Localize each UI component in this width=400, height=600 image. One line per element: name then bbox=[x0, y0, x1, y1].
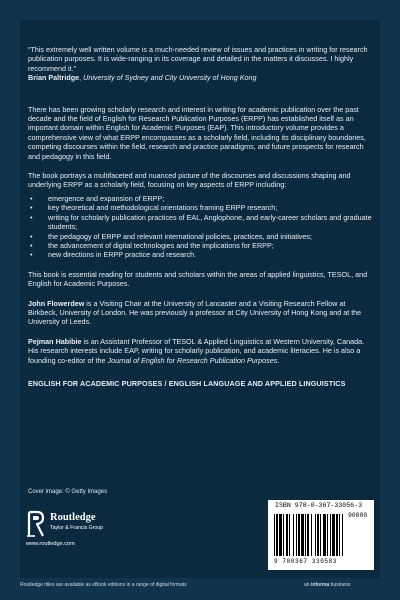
cover-content bbox=[28, 45, 373, 388]
list-item: • the pedagogy of ERPP and relevant international policies, practices, and initiatives; bbox=[30, 231, 312, 241]
author-bio-habibie: Pejman Habibie is an Assistant Professor of TESOL & Applied Linguistics at Western University, Canada. His research interests include EAP, writing for scholarly publication, and academic literacies. He is also a founding co-editor of the Journal of English for Research Publication Purposes. bbox=[28, 336, 365, 365]
publisher-name: Routledge bbox=[50, 512, 96, 523]
barcode-label bbox=[268, 500, 374, 570]
bullet-icon: • bbox=[30, 212, 33, 222]
routledge-r-icon bbox=[26, 510, 46, 538]
essential-paragraph: This book is essential reading for students and scholars within the areas of applied linguistics, TESOL, and English for Academic Purposes. bbox=[28, 269, 368, 289]
endorser-name: Brian Paltridge bbox=[28, 73, 80, 83]
list-item: • new directions in ERPP practice and research. bbox=[30, 250, 197, 260]
journal-title: Journal of English for Research Publication Purposes bbox=[107, 355, 278, 365]
bullet-icon: • bbox=[30, 203, 33, 213]
list-item: • key theoretical and methodological orientations framing ERPP research; bbox=[30, 203, 278, 213]
bullet-icon: • bbox=[30, 231, 33, 241]
publisher-website: www.routledge.com bbox=[26, 541, 75, 547]
bullet-icon: • bbox=[30, 250, 33, 260]
barcode-number: 9 780367 330583 bbox=[274, 558, 338, 565]
price-code: 90000 bbox=[348, 512, 368, 519]
key-aspects-list bbox=[28, 194, 373, 260]
author-name: Pejman Habibie bbox=[28, 336, 82, 346]
bullet-icon: • bbox=[30, 240, 33, 250]
portrays-paragraph: The book portrays a multifaceted and nuanced picture of the discourses and discussions shaping and underlying ERPP as a scholarly field, focusing on key aspects of ERPP including: bbox=[28, 171, 351, 190]
list-item: • the advancement of digital technologies and the implications for ERPP; bbox=[30, 240, 274, 250]
list-item: • writing for scholarly publication practices of EAL, Anglophone, and early-career scholars and graduate students; bbox=[30, 212, 372, 232]
list-item: • emergence and expansion of ERPP; bbox=[30, 193, 165, 203]
intro-paragraph: There has been growing scholarly research and interest in writing for academic publication over the past decade and the field of English for Research Publication Purposes (ERPP) has established itself as an important domain within English for Academic Purposes (EAP). This introductory volume provides a comprehensive view of what ERPP encompasses as a scholarly field, including its disciplinary boundaries, competing discourses within the field, research and practice paradigms, and future prospects for research and pedagogy in this field. bbox=[28, 104, 366, 161]
barcode-icon bbox=[274, 514, 368, 558]
publisher-group: Taylor & Francis Group bbox=[50, 525, 104, 531]
bullet-icon: • bbox=[30, 193, 33, 203]
informa-tagline: an informa business bbox=[304, 582, 351, 588]
endorser-affiliation: University of Sydney and City University of Hong Kong bbox=[83, 73, 257, 83]
subject-categories: ENGLISH FOR ACADEMIC PURPOSES / ENGLISH LANGUAGE AND APPLIED LINGUISTICS bbox=[28, 378, 346, 388]
isbn-text: ISBN 978-0-367-33056-3 bbox=[275, 502, 363, 509]
author-name: John Flowerdew bbox=[28, 298, 85, 308]
author-bio-flowerdew: John Flowerdew is a Visiting Chair at the University of Lancaster and a Visiting Research Fellow at Birkbeck, University of London. He was previously a professor at City University of Hong Kong and at the University of Leeds. bbox=[28, 298, 362, 327]
endorsement-quote: “This extremely well written volume is a much-needed review of issues and practices in writing for research publication purposes. It is wide-ranging in its coverage and detailed in the matters it discusses. I highly recommend it.” bbox=[28, 45, 368, 73]
ebook-note: Routledge titles are available as eBook editions in a range of digital formats bbox=[20, 582, 187, 588]
endorsement-attribution: Brian Paltridge, University of Sydney and City University of Hong Kong bbox=[28, 73, 257, 83]
cover-image-credit: Cover image: © Getty Images bbox=[28, 489, 108, 495]
